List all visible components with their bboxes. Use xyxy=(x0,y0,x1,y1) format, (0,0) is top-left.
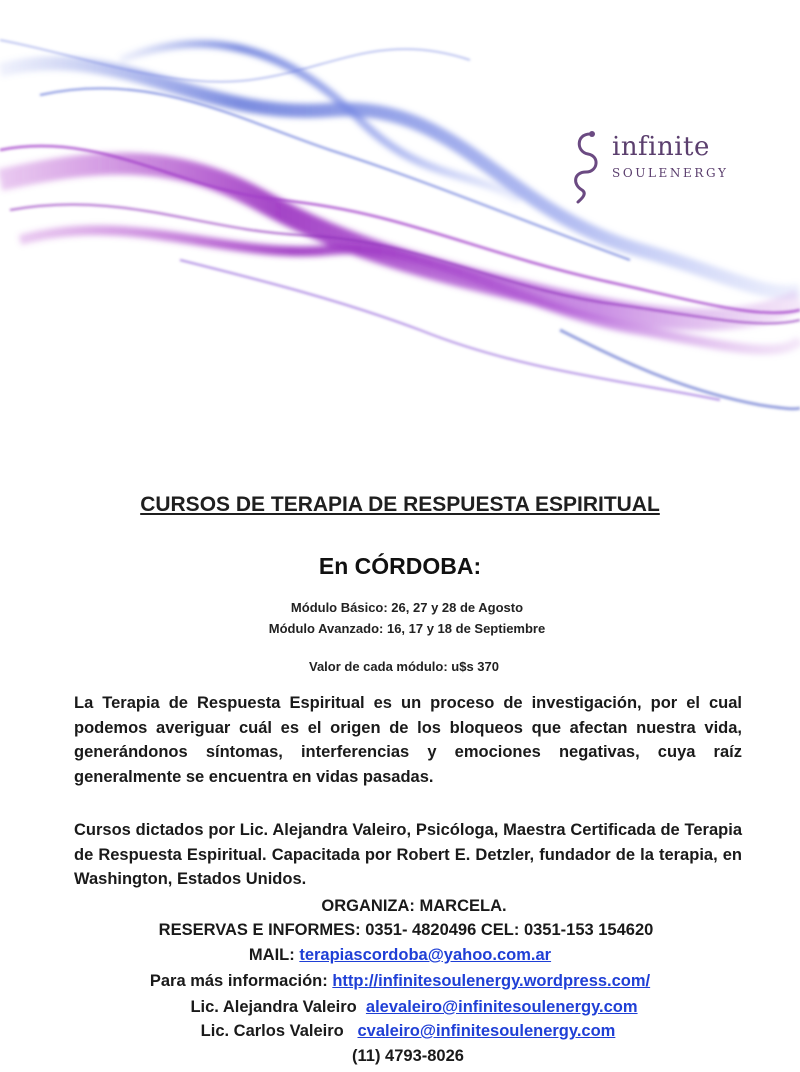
description-paragraph: La Terapia de Respuesta Espiritual es un proceso de investigación, por el cual podemos averiguar cuál es el origen de los bloqueos que afectan nuestra vida, generándonos síntomas, interferencias y emociones negativas, cuya raíz generalmente se encuentra en vidas pasadas. xyxy=(74,694,742,786)
alejandra-email-link[interactable]: alevaleiro@infinitesoulenergy.com xyxy=(365,998,638,1016)
carlos-email-link[interactable]: cvaleiro@infinitesoulenergy.com xyxy=(357,1022,616,1040)
page-title: CURSOS DE TERAPIA DE RESPUESTA ESPIRITUAL xyxy=(140,493,660,516)
instructors-paragraph: Cursos dictados por Lic. Alejandra Valeiro, Psicóloga, Maestra Certificada de Terapia de Respuesta Espiritual. Capacitada por Robert E. Detzler, fundador de la terapia, en Washington, Estados Unidos. xyxy=(74,821,742,888)
carlos-contact-line xyxy=(8,1022,800,1041)
mail-link[interactable]: terapiascordoba@yahoo.com.ar xyxy=(299,946,552,964)
page-subtitle: En CÓRDOBA: xyxy=(318,553,482,579)
logo-subtitle: SOULENERGY xyxy=(612,166,729,180)
alejandra-label: Lic. Alejandra Valeiro xyxy=(190,998,366,1016)
smoke-banner-image xyxy=(0,0,800,430)
logo-word: infinite xyxy=(612,132,710,162)
phone-line: (11) 4793-8026 xyxy=(352,1047,464,1065)
website-link[interactable]: http://infinitesoulenergy.wordpress.com/ xyxy=(332,972,651,990)
module-advanced-dates: Módulo Avanzado: 16, 17 y 18 de Septiembre xyxy=(268,621,546,636)
module-price: Valor de cada módulo: u$s 370 xyxy=(308,659,499,674)
swirl-logo-icon xyxy=(566,128,606,208)
module-basic-dates: Módulo Básico: 26, 27 y 28 de Agosto xyxy=(290,600,524,615)
alejandra-contact-line xyxy=(14,998,800,1017)
info-line xyxy=(0,972,800,991)
mail-line xyxy=(0,946,800,965)
organizer-line: ORGANIZA: MARCELA. xyxy=(321,897,507,915)
reservations-line: RESERVAS E INFORMES: 0351- 4820496 CEL: 0351-153 154620 xyxy=(158,921,654,939)
mail-label: MAIL: xyxy=(248,946,300,964)
carlos-label: Lic. Carlos Valeiro xyxy=(200,1022,358,1040)
infinite-soulenergy-logo xyxy=(566,128,736,208)
info-label: Para más información: xyxy=(149,972,333,990)
